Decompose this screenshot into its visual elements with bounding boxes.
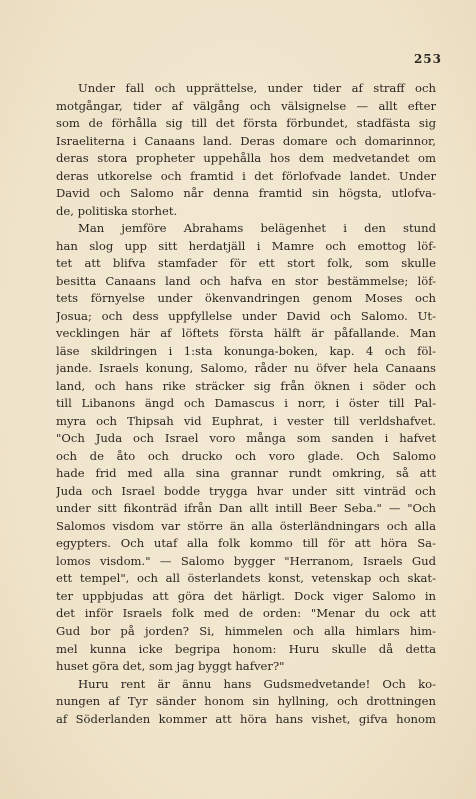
- text-line: nungen af Tyr sänder honom sin hyllning, och drottningen: [56, 694, 436, 709]
- text-line: Under fall och upprättelse, under tider af straff och: [78, 81, 436, 95]
- text-line: deras utkorelse och framtid i det förlofvade landet. Under: [56, 168, 436, 183]
- text-line: Gud bor på jorden? Si, himmelen och alla himlars him-: [56, 623, 436, 638]
- text-line: motgångar, tider af välgång och välsignelse — allt efter: [56, 98, 436, 113]
- text-line: lomos visdom." — Salomo bygger "Herranom, Israels Gud: [56, 553, 436, 568]
- text-line: land, och hans rike sträcker sig från öknen i söder och: [56, 378, 436, 393]
- text-line: ter uppbjudas att göra det härligt. Dock viger Salomo in: [56, 588, 436, 603]
- text-line: tet att blifva stamfader för ett stort folk, som skulle: [56, 256, 436, 271]
- text-line: han slog upp sitt herdatjäll i Mamre och emottog löf-: [56, 238, 436, 253]
- text-line: jande. Israels konung, Salomo, råder nu öfver hela Canaans: [56, 361, 436, 376]
- text-line: Josua; och dess uppfyllelse under David och Salomo. Ut-: [56, 308, 436, 323]
- text-line: de, politiska storhet.: [56, 203, 178, 218]
- page-number: 253: [413, 52, 442, 66]
- text-line: "Och Juda och Israel voro många som sanden i hafvet: [56, 431, 436, 446]
- text-line: läse skildringen i 1:sta konunga-boken, kap. 4 och föl-: [56, 343, 436, 358]
- text-line: som de förhålla sig till det första förbundet, stadfästa sig: [56, 116, 436, 131]
- text-line: myra och Thipsah vid Euphrat, i vester till verldshafvet.: [56, 413, 436, 428]
- text-line: till Libanons ängd och Damascus i norr, i öster till Pal-: [56, 396, 436, 411]
- text-line: David och Salomo når denna framtid sin högsta, utlofva-: [56, 186, 436, 201]
- text-line: Huru rent är ännu hans Gudsmedvetande! Och ko-: [78, 676, 436, 691]
- text-line: Juda och Israel bodde trygga hvar under sitt vinträd och: [56, 483, 436, 498]
- text-line: af Söderlanden kommer att höra hans vishet, gifva honom: [56, 711, 436, 726]
- text-line: Israeliterna i Canaans land. Deras domare och domarinnor,: [56, 133, 436, 148]
- text-line: deras stora propheter uppehålla hos dem medvetandet om: [56, 151, 436, 166]
- text-line: Man jemföre Abrahams belägenhet i den stund: [78, 221, 436, 236]
- text-line: besitta Canaans land och hafva en stor bestämmelse; löf-: [56, 273, 436, 288]
- text-line: under sitt fikonträd ifrån Dan allt intill Beer Seba." — "Och: [56, 501, 436, 516]
- text-line: huset göra det, som jag byggt hafver?": [56, 659, 285, 674]
- text-line: ett tempel", och all österlandets konst, vetenskap och skat-: [56, 571, 436, 586]
- text-line: det inför Israels folk med de orden: "Menar du ock att: [56, 606, 436, 621]
- text-line: mel kunna icke begripa honom: Huru skulle då detta: [56, 641, 436, 656]
- text-line: och de åto och drucko och voro glade. Och Salomo: [56, 448, 436, 463]
- text-line: tets förnyelse under ökenvandringen genom Moses och: [56, 291, 436, 306]
- text-line: egypters. Och utaf alla folk kommo till för att höra Sa-: [56, 536, 436, 551]
- body-text: [56, 80, 436, 728]
- text-line: vecklingen här af löftets första hälft är påfallande. Man: [56, 326, 436, 341]
- text-line: hade frid med alla sina grannar rundt omkring, så att: [56, 466, 436, 481]
- text-line: Salomos visdom var större än alla österländningars och alla: [56, 518, 436, 533]
